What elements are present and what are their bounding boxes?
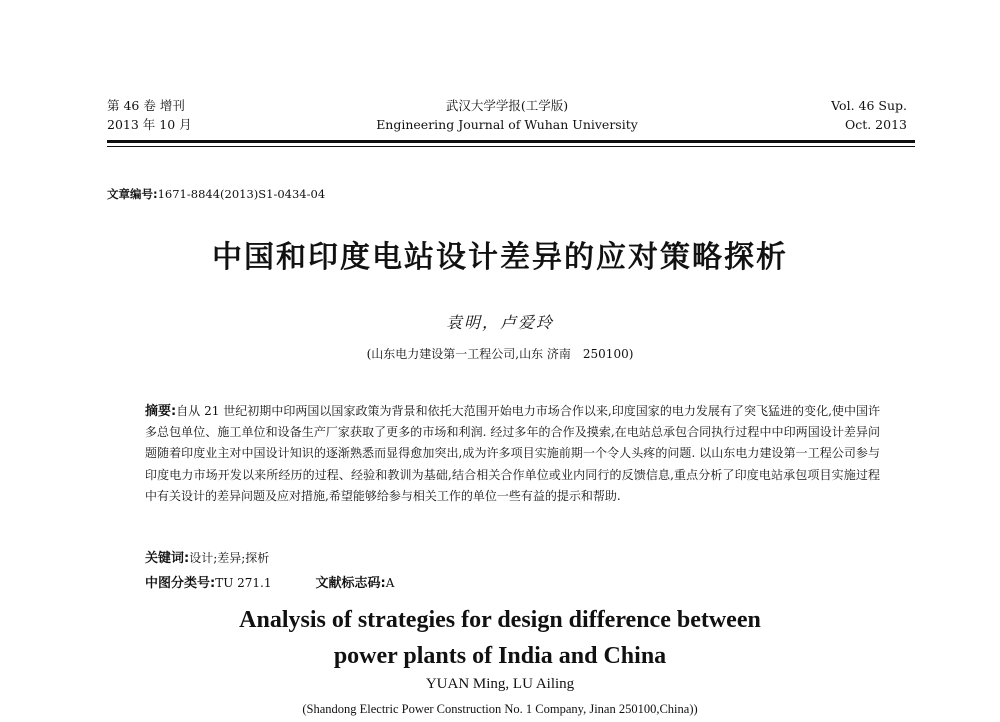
header-rule-thick (107, 140, 915, 143)
header-volume-issue: 第 46 卷 增刊 (107, 98, 185, 113)
clc-value: TU 271.1 (215, 576, 272, 590)
affiliation-cn: (山东电力建设第一工程公司,山东 济南 250100) (366, 347, 634, 361)
article-number-label: 文章编号: (107, 187, 158, 201)
doc-code-label: 文献标志码: (315, 576, 386, 591)
paper-title-en-line1: Analysis of strategies for design difference between (239, 607, 761, 633)
keywords-label: 关键词: (145, 551, 190, 566)
classification-line (145, 572, 394, 591)
header-volume-en-line: Vol. 46 Sup. (831, 98, 907, 113)
header-volume-en (831, 96, 907, 134)
keywords-cn (145, 547, 269, 566)
abstract-text: 自从 21 世纪初期中印两国以国家政策为背景和依托大范围开始电力市场合作以来,印度国家的电力发展有了突飞猛进的变化,使中国许多总包单位、施工单位和设备生产厂家获取了更多的市场和利润. 经过多年的合作及摸索,在电站总承包合同执行过程中中印两国设计差异问题随着印度业主对中国设计知识的逐渐熟悉而显得愈加突出,成为许多项目实施前期一个令人头疼的问题. 以山东电力建设第一工程公司参与印度电力市场开发以来所经历的过程、经验和教训为基础,结合相关合作单位或业内同行的反馈信息,重点分析了印度电站承包项目实施过程中有关设计的差异问题及应对措施,希望能够给参与相关工作的单位一些有益的提示和帮助. (145, 404, 880, 503)
article-number (107, 186, 325, 202)
running-header (107, 96, 907, 136)
paper-title-cn: 中国和印度电站设计差异的应对策略探析 (212, 240, 788, 275)
header-journal-name-cn: 武汉大学学报(工学版) (445, 98, 569, 113)
affiliation-en: (Shandong Electric Power Construction No. 1 Company, Jinan 250100,China)) (302, 702, 698, 716)
doc-code-value: A (385, 576, 395, 590)
authors-cn: 袁明，卢爱玲 (445, 313, 554, 332)
paper-title-en (0, 602, 1000, 674)
header-journal-name-en: Engineering Journal of Wuhan University (376, 117, 638, 132)
header-rule-thin (107, 146, 915, 147)
clc-label: 中图分类号: (145, 576, 216, 591)
header-date-en: Oct. 2013 (844, 117, 907, 132)
doc-code (316, 576, 395, 590)
paper-title-en-line2: power plants of India and China (333, 643, 667, 669)
article-number-value: 1671-8844(2013)S1-0434-04 (157, 187, 326, 201)
abstract-cn (145, 401, 880, 507)
header-journal-name (107, 96, 907, 134)
authors-en: YUAN Ming, LU Ailing (425, 676, 575, 692)
abstract-label: 摘要: (145, 404, 177, 419)
header-date-cn: 2013 年 10 月 (107, 117, 192, 132)
keywords-value: 设计;差异;探析 (189, 551, 270, 565)
